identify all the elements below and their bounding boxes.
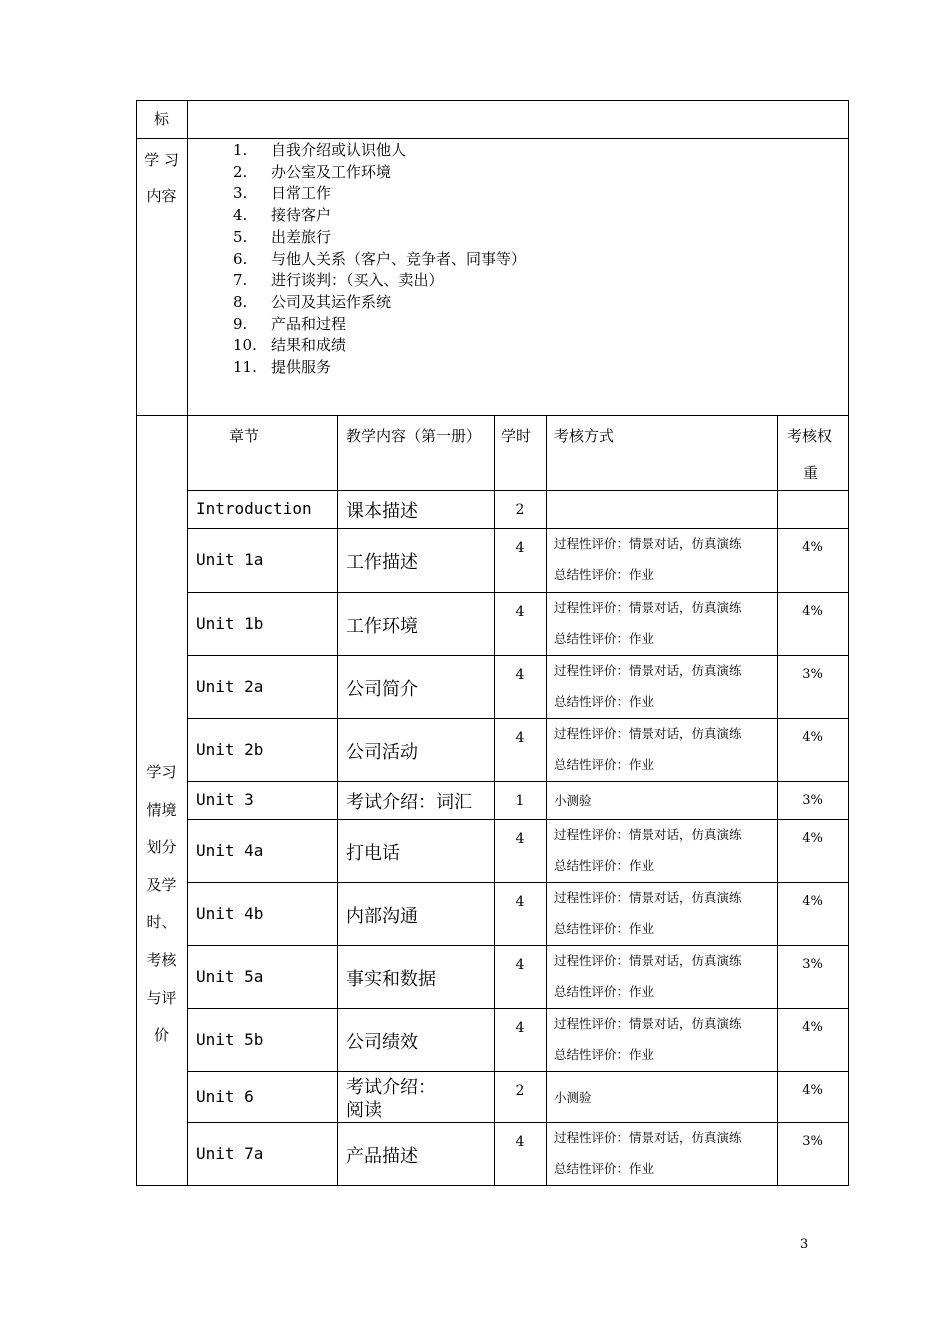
content-list-item: [233, 183, 331, 205]
header-weight-line1: 考核权: [787, 427, 833, 445]
row-chapter: Unit 3: [196, 790, 254, 809]
list-number: 6.: [233, 249, 248, 268]
row-chapter: Unit 1b: [196, 613, 264, 633]
row-chapter: Unit 2a: [196, 676, 264, 696]
row-topic: 公司绩效: [346, 1031, 418, 1053]
list-number: 1.: [233, 141, 248, 159]
row-assessment: 总结性评价：作业: [554, 567, 655, 582]
list-number: 10.: [233, 336, 257, 355]
row-assessment: 过程性评价：情景对话，仿真演练: [554, 663, 742, 678]
row-topic: 阅读: [346, 1100, 382, 1121]
list-text: 提供服务: [271, 358, 332, 376]
row-chapter: Unit 4a: [196, 840, 264, 860]
row-assessment: 过程性评价：情景对话，仿真演练: [554, 890, 742, 905]
row-chapter: Unit 2b: [196, 739, 264, 759]
list-text: 办公室及工作环境: [271, 162, 392, 181]
row-assessment: 总结性评价：作业: [554, 858, 655, 873]
list-number: 7.: [233, 271, 248, 290]
table-top-border: [136, 100, 849, 101]
row-hours: 4: [515, 667, 525, 683]
list-text: 接待客户: [271, 206, 332, 225]
row-weight: 3%: [802, 957, 823, 972]
schedule-label-line: 划分: [146, 838, 177, 857]
row-topic: 考试介绍：: [346, 1077, 436, 1098]
row-topic: 产品描述: [346, 1145, 418, 1167]
list-text: 公司及其运作系统: [271, 292, 392, 311]
row-assessment: 小测验: [554, 1089, 592, 1105]
row-assessment: 过程性评价：情景对话，仿真演练: [554, 600, 742, 615]
content-list-item: [233, 140, 406, 162]
schedule-label-line: 及学: [146, 875, 177, 894]
row-chapter: Unit 1a: [196, 550, 264, 569]
list-number: 11.: [233, 358, 257, 376]
row-assessment: 总结性评价：作业: [554, 631, 655, 646]
row-hours: 4: [515, 1134, 525, 1150]
row-hours: 4: [515, 831, 525, 847]
row-weight: 4%: [802, 730, 823, 745]
row-hours: 2: [515, 502, 525, 518]
row-topic: 事实和数据: [346, 968, 436, 990]
content-row-border: [136, 415, 849, 416]
row-weight: 4%: [802, 894, 823, 909]
content-list-item: [233, 314, 346, 336]
content-list-item: [233, 292, 391, 314]
row-weight: 3%: [802, 1134, 823, 1149]
schedule-label-line: 学习: [146, 763, 177, 781]
row-assessment: 过程性评价：情景对话，仿真演练: [554, 953, 742, 968]
list-number: 9.: [233, 314, 248, 333]
row-weight: 4%: [802, 1083, 823, 1098]
column-border-4: [546, 415, 547, 1186]
row-hours: 4: [515, 1020, 525, 1036]
list-text: 产品和过程: [271, 314, 347, 333]
content-label-line: 内容: [146, 187, 177, 205]
row-border-8: [187, 1008, 849, 1009]
table-bottom-border: [136, 1185, 849, 1186]
row-weight: 4%: [802, 1020, 823, 1035]
content-list-item: [233, 357, 331, 379]
row-topic: 内部沟通: [346, 905, 418, 927]
row-hours: 4: [515, 730, 525, 746]
row-assessment: 过程性评价：情景对话，仿真演练: [554, 1130, 742, 1145]
row-border-10: [187, 1122, 849, 1123]
list-text: 进行谈判：（买入、卖出）: [271, 271, 444, 290]
row-border-3: [187, 718, 849, 719]
goal-row-border: [136, 138, 849, 139]
row-border-4: [187, 781, 849, 782]
row-assessment: 过程性评价：情景对话，仿真演练: [554, 536, 742, 551]
row-assessment: 总结性评价：作业: [554, 757, 655, 772]
row-weight: 4%: [802, 540, 823, 555]
header-chapter: 章节: [229, 427, 260, 445]
header-content: 教学内容（第一册）: [346, 427, 482, 445]
row-assessment: 总结性评价：作业: [554, 921, 655, 936]
row-topic: 公司活动: [346, 741, 418, 763]
row-assessment: 总结性评价：作业: [554, 694, 655, 709]
list-number: 4.: [233, 206, 248, 225]
row-assessment: 总结性评价：作业: [554, 984, 655, 999]
table-right-border: [848, 100, 849, 1186]
list-number: 5.: [233, 227, 248, 246]
row-weight: 4%: [802, 831, 823, 846]
schedule-label-line: 时、: [146, 913, 177, 932]
row-topic: 公司简介: [346, 678, 418, 700]
list-text: 日常工作: [271, 184, 332, 203]
row-assessment: 总结性评价：作业: [554, 1161, 655, 1176]
list-text: 结果和成绩: [271, 336, 347, 355]
list-number: 8.: [233, 292, 248, 311]
label-column-border: [187, 100, 188, 1186]
row-border-2: [187, 655, 849, 656]
list-number: 3.: [233, 184, 248, 203]
content-list-item: [233, 335, 346, 357]
row-hours: 4: [515, 894, 525, 910]
row-hours: 4: [515, 957, 525, 973]
row-hours: 4: [515, 604, 525, 620]
row-topic: 工作描述: [346, 552, 418, 573]
header-row-border: [187, 490, 849, 491]
row-hours: 4: [515, 540, 525, 556]
header-assessment: 考核方式: [554, 427, 615, 445]
content-list-item: [233, 249, 526, 271]
list-text: 自我介绍或认识他人: [271, 141, 407, 159]
row-chapter: Unit 7a: [196, 1143, 264, 1163]
row-chapter: Unit 6: [196, 1086, 254, 1106]
schedule-label-line: 价: [153, 1026, 169, 1045]
row-hours: 2: [515, 1083, 525, 1099]
row-border-0: [187, 528, 849, 529]
row-topic: 工作环境: [346, 615, 418, 637]
schedule-label-line: 考核: [146, 951, 177, 969]
content-list-item: [233, 162, 391, 184]
schedule-label-line: 情境: [146, 800, 177, 819]
row-border-9: [187, 1071, 849, 1072]
row-border-5: [187, 819, 849, 820]
list-number: 2.: [233, 162, 248, 181]
row-chapter: Unit 4b: [196, 903, 264, 923]
header-hours: 学时: [501, 427, 532, 445]
row-assessment: 过程性评价：情景对话，仿真演练: [554, 726, 742, 741]
row-border-7: [187, 945, 849, 946]
row-border-6: [187, 882, 849, 883]
row-weight: 3%: [802, 667, 823, 682]
row-assessment: 小测验: [554, 793, 592, 808]
row-topic: 打电话: [346, 842, 400, 864]
column-border-2: [337, 415, 338, 1186]
content-list-item: [233, 227, 331, 249]
row-topic: 考试介绍：词汇: [346, 792, 472, 813]
row-weight: 3%: [802, 793, 823, 808]
row-assessment: 过程性评价：情景对话，仿真演练: [554, 1016, 742, 1031]
row-hours: 1: [515, 793, 525, 809]
row-assessment: 过程性评价：情景对话，仿真演练: [554, 827, 742, 842]
content-list-item: [233, 205, 331, 227]
page-number: 3: [800, 1237, 809, 1252]
content-label-line: 学 习: [144, 151, 179, 169]
row-topic: 课本描述: [346, 501, 418, 522]
list-text: 与他人关系（客户、竞争者、同事等）: [271, 249, 527, 268]
row-weight: 4%: [802, 604, 823, 619]
row-chapter: Introduction: [196, 499, 312, 518]
content-list-item: [233, 270, 444, 292]
row-chapter: Unit 5a: [196, 966, 264, 986]
schedule-label-line: 与评: [146, 988, 177, 1007]
row-chapter: Unit 5b: [196, 1029, 264, 1049]
header-weight-line2: 重: [803, 464, 819, 482]
row-assessment: 总结性评价：作业: [554, 1047, 655, 1062]
goal-label: 标: [153, 110, 169, 128]
list-text: 出差旅行: [271, 227, 332, 246]
row-border-1: [187, 592, 849, 593]
